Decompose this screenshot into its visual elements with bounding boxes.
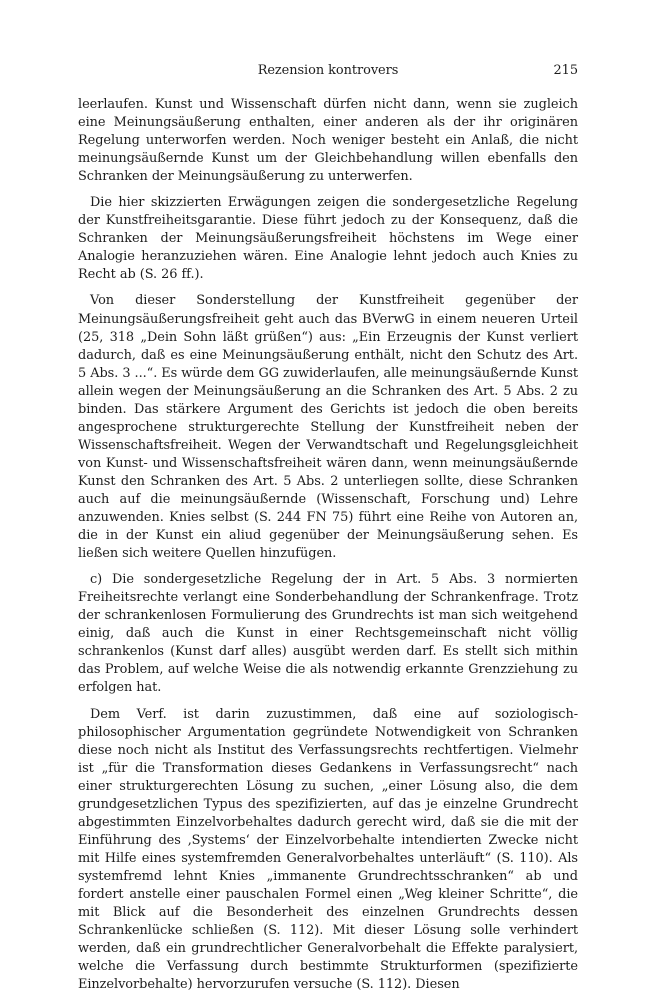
page-number: 215 <box>553 63 578 78</box>
paragraph-5: Dem Verf. ist darin zuzustimmen, daß eine auf soziologisch-philosophischer Argumentation gegründete Notwendigkeit von Schranken diese noch nicht als Institut des Verfassungsrechts rechtfertigen. Vielmehr ist „für die Transformation dieses Gedankens in Verfassungsrecht“ nach einer strukturgerechten Lösung zu suchen, „einer Lösung also, die dem grundgesetzlichen Typus des spezifizierten, auf das je einzelne Grundrecht abgestimmten Einzelvorbehaltes dadurch gerecht wird, daß sie die mit der Einführung des ‚Systems‘ der Einzelvorbehalte intendierten Zwecke nicht mit Hilfe eines systemfremden Generalvorbehaltes unterläuft“ (S. 110). Als systemfremd lehnt Knies „immanente Grundrechtsschranken“ ab und fordert anstelle einer pauschalen Formel einen „Weg kleiner Schritte“, die mit Blick auf die Besonderheit des einzelnen Grundrechts dessen Schrankenlücke schließen (S. 112). Mit dieser Lösung solle verhindert werden, daß ein grundrechtlicher Generalvorbehalt die Effekte paralysiert, welche die Verfassung durch bestimmte Strukturformen (spezifizierte Einzelvorbehalte) hervorzurufen versuche (S. 112). Diesen <box>78 706 578 993</box>
paragraph-3: Von dieser Sonderstellung der Kunstfreiheit gegenüber der Meinungsäußerungsfreiheit geht auch das BVerwG in einem neueren Urteil (25, 318 „Dein Sohn läßt grüßen“) aus: „Ein Erzeugnis der Kunst verliert dadurch, daß es eine Meinungsäußerung enthält, nicht den Schutz des Art. 5 Abs. 3 ...“. Es würde dem GG zuwiderlaufen, alle meinungsäußernde Kunst allein wegen der Meinungsäußerung an die Schranken des Art. 5 Abs. 2 zu binden. Das stärkere Argument des Gerichts ist jedoch die oben bereits angesprochene strukturgerechte Stellung der Kunstfreiheit neben der Wissenschaftsfreiheit. Wegen der Verwandtschaft und Regelungsgleichheit von Kunst- und Wissenschaftsfreiheit wären dann, wenn meinungsäußernde Kunst den Schranken des Art. 5 Abs. 2 unterliegen sollte, diese Schranken auch auf die meinungsäußernde (Wissenschaft, Forschung und) Lehre anzuwenden. Knies selbst (S. 244 FN 75) führt eine Reihe von Autoren an, die in der Kunst ein aliud gegenüber der Meinungsäußerung sehen. Es ließen sich weitere Quellen hinzufügen. <box>78 293 579 562</box>
running-header <box>78 62 578 80</box>
paragraph-1: leerlaufen. Kunst und Wissenschaft dürfen nicht dann, wenn sie zugleich eine Meinungsäußerung enthalten, einer anderen als der ihr originären Regelung unterworfen werden. Noch weniger besteht ein Anlaß, die nicht meinungsäußernde Kunst um der Gleichbehandlung willen ebenfalls den Schranken der Meinungsäußerung zu unterwerfen. <box>78 97 578 185</box>
running-title: Rezension kontrovers <box>257 63 399 78</box>
paragraph-2: Die hier skizzierten Erwägungen zeigen die sondergesetzliche Regelung der Kunstfreiheitsgarantie. Diese führt jedoch zu der Konsequenz, daß die Schranken der Meinungsäußerungsfreiheit höchstens im Wege einer Analogie heranzuziehen wären. Eine Analogie lehnt jedoch auch Knies zu Recht ab (S. 26 ff.). <box>78 195 578 283</box>
book-page <box>78 62 578 1002</box>
paragraph-4: c) Die sondergesetzliche Regelung der in Art. 5 Abs. 3 normierten Freiheitsrechte verlangt eine Sonderbehandlung der Schrankenfrage. Trotz der schrankenlosen Formulierung des Grundrechts ist man sich weitgehend einig, daß auch die Kunst in einer Rechtsgemeinschaft nicht völlig schrankenlos (Kunst darf alles) ausgübt werden darf. Es stellt sich mithin das Problem, auf welche Weise die als notwendig erkannte Grenzziehung zu erfolgen hat. <box>78 572 578 696</box>
